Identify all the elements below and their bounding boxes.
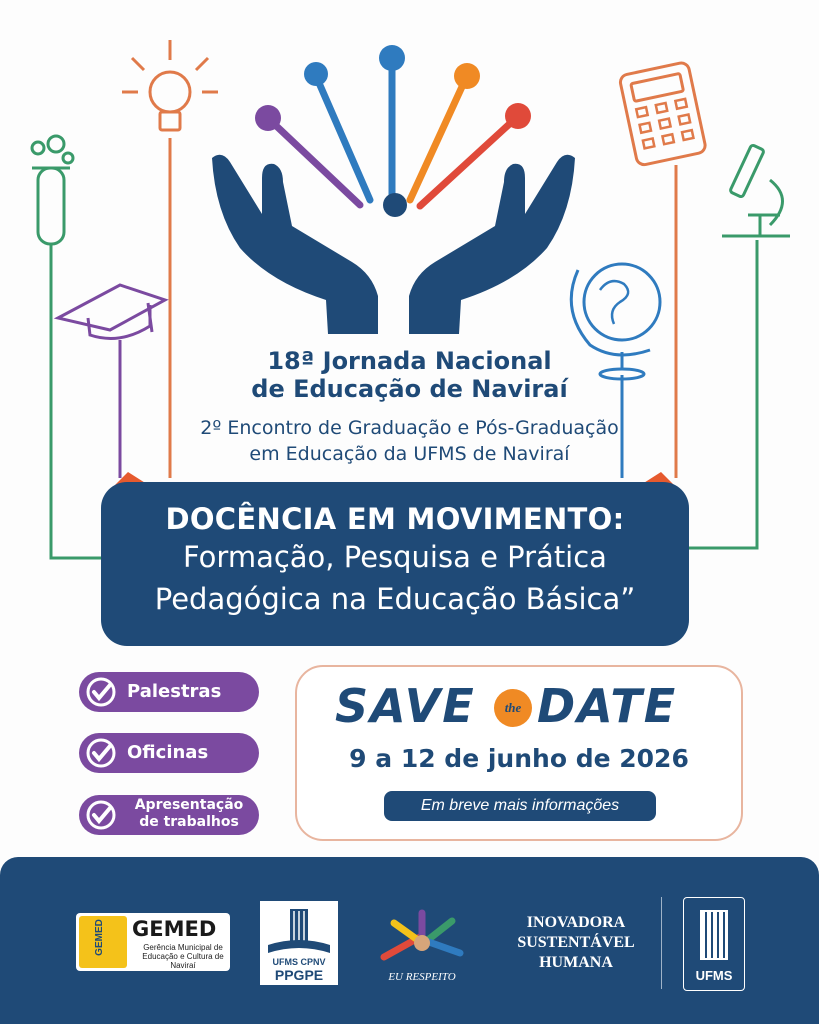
graduation-cap-icon (58, 285, 165, 338)
event-title-line2: de Educação de Naviraí (251, 375, 568, 403)
event-date: 9 a 12 de junho de 2026 (349, 744, 689, 773)
save-word: SAVE (335, 679, 476, 733)
event-title-line1: 18ª Jornada Nacional (267, 347, 552, 375)
sponsor-footer (0, 857, 819, 1024)
theme-heading: DOCÊNCIA EM MOVIMENTO: (165, 502, 625, 536)
ufms-label: UFMS (695, 968, 733, 983)
ppgpe-top-label: UFMS CPNV (272, 957, 326, 967)
the-badge: the (494, 689, 532, 727)
activity-apresentacao (79, 795, 259, 835)
activity-label: Apresentação de trabalhos (134, 797, 244, 830)
eu-respeito-logo (372, 907, 472, 987)
motto-line: SUSTENTÁVEL (517, 934, 635, 951)
activity-label: Palestras (127, 681, 222, 702)
ppgpe-logo (260, 901, 338, 985)
event-subtitle-line1: 2º Encontro de Graduação e Pós-Graduação (200, 417, 619, 439)
motto (496, 913, 656, 973)
theme-banner (101, 482, 689, 646)
motto-line: INOVADORA (526, 914, 626, 931)
eu-respeito-label: EU RESPEITO (388, 971, 456, 983)
theme-line1: Formação, Pesquisa e Prática (183, 540, 607, 574)
ufms-logo (683, 897, 745, 991)
calculator-icon (619, 62, 707, 167)
more-info-badge: Em breve mais informações (384, 791, 656, 821)
check-icon (85, 676, 117, 708)
activity-oficinas (79, 733, 259, 773)
theme-line2: Pedagógica na Educação Básica” (154, 582, 636, 616)
test-tube-icon (32, 136, 73, 244)
activity-palestras (79, 672, 259, 712)
event-subtitle-line2: em Educação da UFMS de Naviraí (249, 443, 570, 465)
save-the-date-card (295, 665, 743, 841)
gemed-subtitle: Gerência Municipal de Educação e Cultura de Naviraí (142, 943, 224, 970)
handshake-icon (372, 907, 472, 971)
building-book-icon (260, 901, 338, 957)
activity-label: Oficinas (127, 742, 209, 763)
check-icon (85, 799, 117, 831)
lightbulb-icon (122, 40, 218, 130)
ppgpe-bottom-label: PPGPE (274, 967, 324, 983)
building-icon (684, 898, 744, 964)
divider (661, 897, 662, 989)
gemed-logo (76, 913, 230, 971)
motto-line: HUMANA (539, 954, 613, 971)
check-icon (85, 737, 117, 769)
gemed-title: GEMED (132, 917, 217, 941)
hands-icon (212, 45, 575, 334)
date-word: DATE (537, 679, 678, 733)
gemed-mark: GEMED (79, 916, 127, 968)
microscope-icon (722, 144, 790, 236)
